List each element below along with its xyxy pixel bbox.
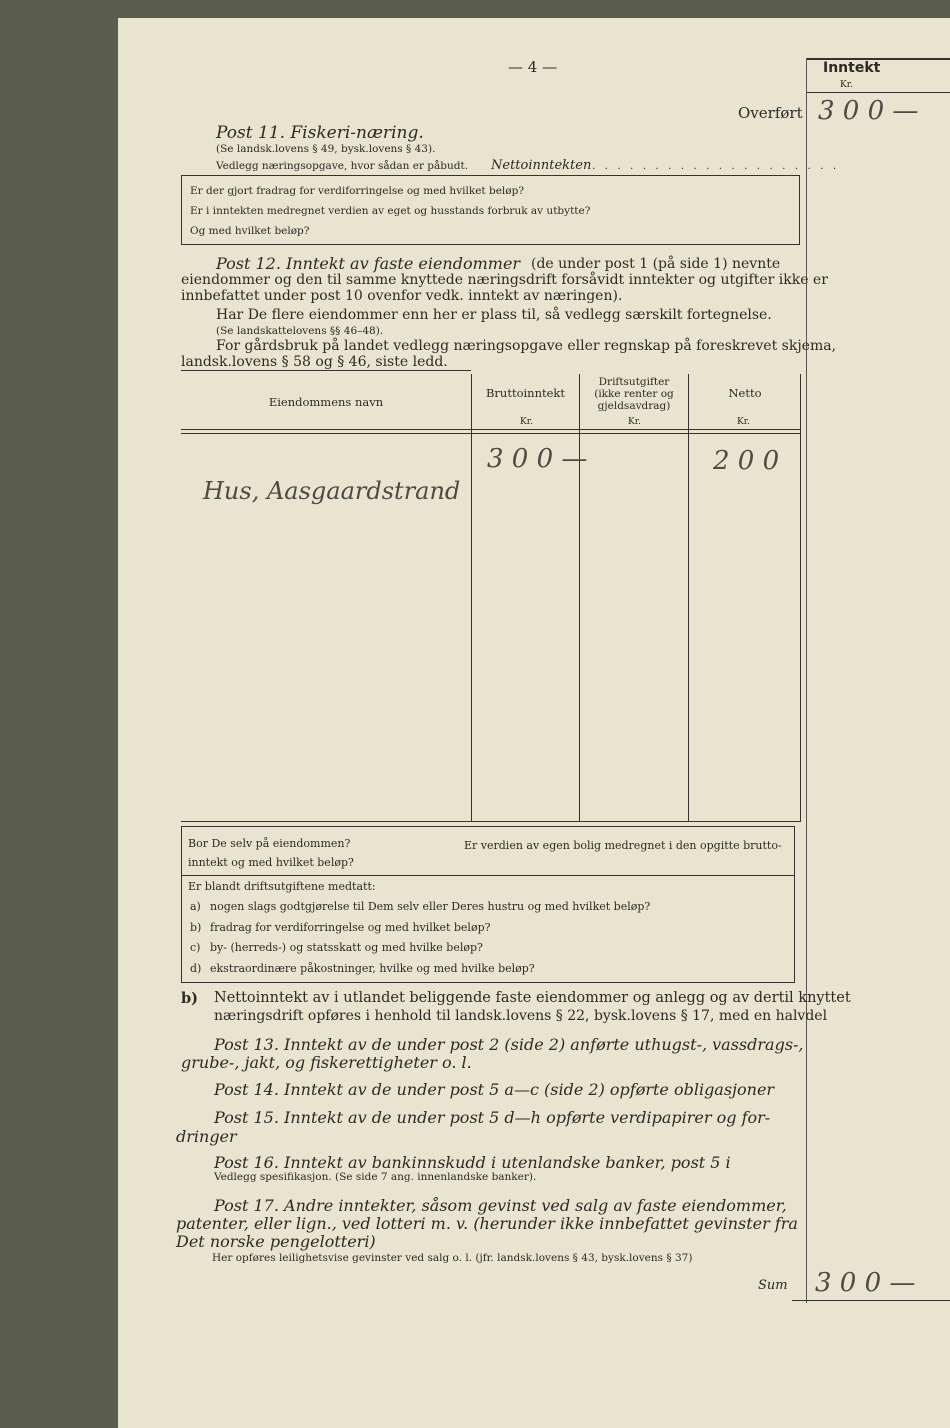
income-column-divider (806, 58, 807, 1303)
col-divider-4 (800, 374, 801, 822)
property-question-box (181, 826, 795, 983)
post11-question-box (181, 175, 800, 245)
post17-line3: Det norske pengelotteri) (176, 1232, 376, 1251)
post11-ref: (Se landsk.lovens § 49, bysk.lovens § 43). (216, 143, 436, 155)
col-header-drift-line3: gjeldsavdrag) (597, 400, 671, 412)
post12-text-1: (de under post 1 (på side 1) nevnte (531, 256, 781, 272)
table-header-rule-2 (181, 433, 801, 434)
col-divider-2 (579, 374, 580, 822)
col-header-drift-line1: Driftsutgifter (598, 376, 670, 388)
post16-line2: Vedlegg spesifikasjon. (Se side 7 ang. innenlandske banker). (214, 1171, 537, 1183)
post16-line1: Post 16. Inntekt av bankinnskudd i utenlandske banker, post 5 i (214, 1153, 731, 1172)
col-unit-netto: Kr. (737, 417, 750, 427)
table-top-rule (181, 370, 471, 371)
post17-line4: Her opføres leilighetsvise gevinster ved salg o. l. (jfr. landsk.lovens § 43, bysk.lovens § 37) (212, 1252, 693, 1264)
sum-label: Sum (758, 1278, 788, 1293)
income-column-header: Inntekt (823, 60, 881, 76)
col-divider-1 (471, 374, 472, 822)
post11-question-3: Og med hvilket beløp? (190, 225, 310, 237)
handwritten-overfort-amount: 3 0 0 — (818, 96, 919, 126)
box2-q1b: inntekt og med hvilket beløp? (188, 856, 354, 869)
post17-line2: patenter, eller lign., ved lotteri m. v. (herunder ikke innbefattet gevinster fra (176, 1214, 798, 1233)
property-table (181, 370, 801, 822)
box2-item-b-key: b) (190, 921, 202, 934)
box2-q3: Er blandt driftsutgiftene medtatt: (188, 880, 376, 893)
post11-question-2: Er i inntekten medregnet verdien av eget og husstands forbruk av utbytte? (190, 205, 591, 217)
post12-text-3: innbefattet under post 10 ovenfor vedk. inntekt av næringen). (181, 288, 623, 304)
sum-rule (792, 1300, 950, 1301)
box2-item-d: ekstraordinære påkostninger, hvilke og med hvilke beløp? (210, 962, 535, 975)
col-header-brutto: Bruttoinntekt (485, 386, 566, 400)
post11-note: Vedlegg næringsopgave, hvor sådan er påbudt. (216, 160, 469, 172)
col-header-drift (581, 376, 687, 412)
box2-item-c-key: c) (190, 941, 201, 954)
post11-question-1: Er der gjort fradrag for verdiforringelse og med hvilket beløp? (190, 185, 524, 197)
box2-item-b: fradrag for verdiforringelse og med hvilket beløp? (210, 921, 491, 934)
col-divider-3 (688, 374, 689, 822)
col-header-drift-line2: (ikke renter og (594, 388, 674, 400)
post12-text-2: eiendommer og den til samme knyttede næringsdrift forsåvidt inntekter og utgifter ikke er (181, 272, 828, 288)
post11-dots: . . . . . . . . . . . . . . . . . . . . (592, 160, 840, 172)
box2-item-c: by- (herreds-) og statsskatt og med hvilke beløp? (210, 941, 483, 954)
handwritten-brutto: 3 0 0 — (487, 444, 588, 474)
post12-title: Post 12. Inntekt av faste eiendommer (216, 254, 521, 273)
col-header-name: Eiendommens navn (268, 395, 384, 409)
post12-text-6: For gårdsbruk på landet vedlegg næringsopgave eller regnskap på foreskrevet skjema, (216, 338, 837, 354)
post13-line1: Post 13. Inntekt av de under post 2 (side 2) anførte uthugst-, vassdrags-, (214, 1035, 804, 1054)
post17-line1: Post 17. Andre inntekter, såsom gevinst ved salg av faste eiendommer, (214, 1196, 787, 1215)
post13-line2: grube-, jakt, og fiskerettigheter o. l. (181, 1053, 472, 1072)
post15-line2: dringer (176, 1127, 237, 1146)
b-section-line2: næringsdrift opføres i henhold til landsk.lovens § 22, bysk.lovens § 17, med en halvdel (214, 1008, 828, 1024)
post14-line1: Post 14. Inntekt av de under post 5 a—c (side 2) opførte obligasjoner (214, 1080, 775, 1099)
col-unit-brutto: Kr. (520, 417, 533, 427)
post12-ref: (Se landskattelovens §§ 46–48). (216, 325, 384, 337)
table-header-rule (181, 429, 801, 430)
post15-line1: Post 15. Inntekt av de under post 5 d—h opførte verdipapirer og for- (214, 1108, 771, 1127)
box2-item-a: nogen slags godtgjørelse til Dem selv eller Deres hustru og med hvilket beløp? (210, 900, 651, 913)
handwritten-property-name: Hus, Aasgaardstrand (203, 477, 461, 505)
post11-netto-label: Nettoinntekten (491, 158, 592, 173)
b-section-line1: Nettoinntekt av i utlandet beliggende faste eiendommer og anlegg og av dertil knyttet (214, 990, 851, 1006)
post12-text-4: Har De flere eiendommer enn her er plass til, så vedlegg særskilt fortegnelse. (216, 307, 772, 323)
income-column-unit: Kr. (840, 80, 853, 90)
handwritten-sum: 3 0 0 — (815, 1268, 916, 1298)
box2-item-a-key: a) (190, 900, 201, 913)
handwritten-netto: 2 0 0 (713, 446, 780, 476)
box2-q1: Bor De selv på eiendommen? (188, 837, 351, 850)
page-number: — 4 — (508, 58, 558, 76)
box2-item-d-key: d) (190, 962, 202, 975)
overfort-label: Overført (738, 104, 803, 122)
table-bottom-rule (181, 821, 801, 822)
box2-q2: Er verdien av egen bolig medregnet i den opgitte brutto- (464, 839, 782, 852)
box2-divider (182, 875, 794, 876)
post12-text-7: landsk.lovens § 58 og § 46, siste ledd. (181, 354, 448, 370)
col-unit-drift: Kr. (628, 417, 641, 427)
b-section-key: b) (181, 990, 198, 1007)
col-header-netto: Netto (728, 386, 762, 400)
post11-title: Post 11. Fiskeri-næring. (216, 123, 424, 143)
